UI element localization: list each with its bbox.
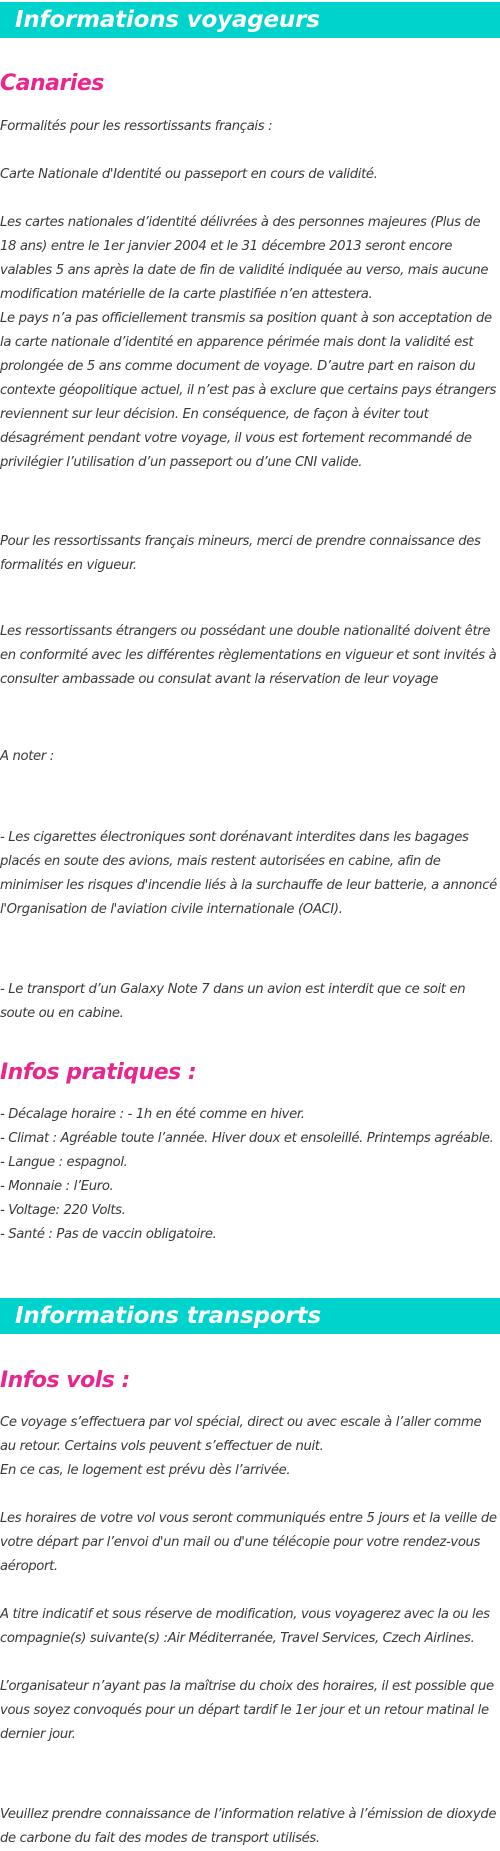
infos-pratiques-title: Infos pratiques : — [0, 1060, 197, 1085]
banner-informations-voyageurs: Informations voyageurs — [0, 2, 500, 38]
vol-special-text: Ce voyage s’effectuera par vol spécial, direct ou avec escale à l’aller comme au retour. Certains vols peuvent s’effectuer de nuit. — [0, 1415, 482, 1454]
organisateur-text: L’organisateur n’ayant pas la maîtrise du choix des horaires, il est possible que vous soyez convoqués pour un départ tardif le 1er jour et un retour matinal le dernier jour. — [0, 1679, 494, 1742]
destination-title: Canaries — [0, 71, 104, 96]
galaxy-note-text: - Le transport d’un Galaxy Note 7 dans un avion est interdit que ce soit en soute ou en cabine. — [0, 982, 466, 1021]
horaires-text: Les horaires de votre vol vous seront communiqués entre 5 jours et la veille de votre départ par l’envoi d'un mail ou d'une télécopie pour votre rendez-vous aéroport. — [0, 1511, 497, 1574]
cni-validite-text: Les cartes nationales d’identité délivrées à des personnes majeures (Plus de 18 ans) entre le 1er janvier 2004 et le 31 décembre 2013 seront encore valables 5 ans après la date de fin de validité indiquée au verso, mais aucune modification matérielle de la carte plastifiée n’en attestera. — [0, 215, 489, 302]
list-item: - Climat : Agréable toute l’année. Hiver doux et ensoleillé. Printemps agréable. — [0, 1131, 494, 1146]
cni-pays-text: Le pays n’a pas officiellement transmis sa position quant à son acceptation de la carte nationale d’identité en apparence périmée mais dont la validité est prolongée de 5 ans comme document de voyage. D’autre part en raison du contexte géopolitique actuel, il n’est pas à exclure que certains pays étrangers reviennent sur leur décision. En conséquence, de façon à éviter tout désagrément pendant votre voyage, il vous est fortement recommandé de privilégier l’utilisation d’un passeport ou d’une CNI valide. — [0, 311, 496, 470]
dioxyde-text: Veuillez prendre connaissance de l’information relative à l’émission de dioxyde de carbone du fait des modes de transport utilisés. — [0, 1807, 497, 1846]
list-item: - Décalage horaire : - 1h en été comme en hiver. — [0, 1107, 305, 1122]
formalites-intro: Formalités pour les ressortissants français : — [0, 119, 273, 134]
list-item: - Santé : Pas de vaccin obligatoire. — [0, 1227, 217, 1242]
banner-informations-transports: Informations transports — [0, 1298, 500, 1334]
logement-text: En ce cas, le logement est prévu dès l’arrivée. — [0, 1463, 291, 1478]
vol-special-block — [0, 1411, 500, 1483]
infos-pratiques-list — [0, 1103, 500, 1247]
a-noter-label: A noter : — [0, 749, 54, 764]
list-item: - Langue : espagnol. — [0, 1155, 128, 1170]
compagnies-text: A titre indicatif et sous réserve de modification, vous voyagerez avec la ou les compagnie(s) suivante(s) :Air Méditerranée, Travel Services, Czech Airlines. — [0, 1607, 490, 1646]
infos-vols-title: Infos vols : — [0, 1368, 130, 1393]
list-item: - Voltage: 220 Volts. — [0, 1203, 126, 1218]
list-item: - Monnaie : l’Euro. — [0, 1179, 114, 1194]
cigarettes-text: - Les cigarettes électroniques sont dorénavant interdites dans les bagages placés en soute des avions, mais restent autorisées en cabine, afin de minimiser les risques d'incendie liés à la surchauffe de leur batterie, a annoncé l'Organisation de l'aviation civile internationale (OACI). — [0, 830, 497, 917]
carte-identite-text: Carte Nationale d'Identité ou passeport en cours de validité. — [0, 167, 378, 182]
etrangers-text: Les ressortissants étrangers ou possédant une double nationalité doivent être en conformité avec les différentes règlementations en vigueur et sont invités à consulter ambassade ou consulat avant la réservation de leur voyage — [0, 624, 497, 687]
mineurs-text: Pour les ressortissants français mineurs, merci de prendre connaissance des formalités en vigueur. — [0, 534, 481, 573]
